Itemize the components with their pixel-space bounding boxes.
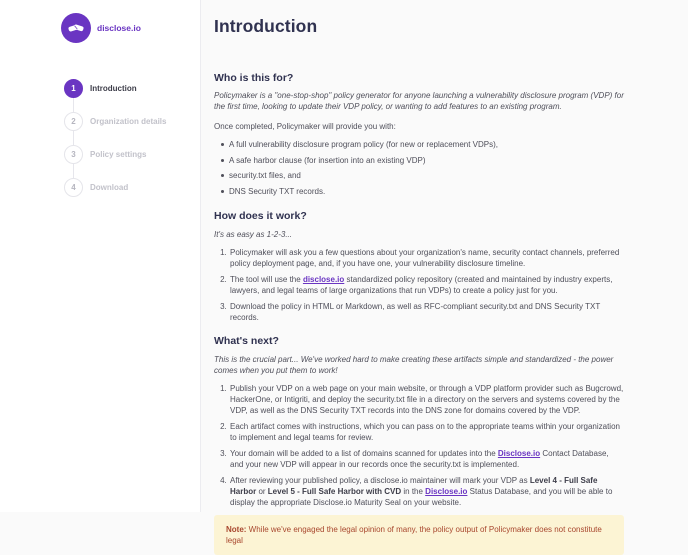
disclose-logo: [61, 13, 91, 43]
step-download[interactable]: [0, 171, 200, 204]
next-item-4-pre: After reviewing your published policy, a disclose.io maintainer will mark your VDP as: [230, 475, 530, 485]
section-heading-next: What's next?: [214, 334, 279, 347]
disclose-io-link[interactable]: Disclose.io: [497, 448, 541, 458]
main-content: [202, 0, 688, 555]
disclose-io-link[interactable]: disclose.io: [302, 274, 345, 284]
next-steps-list: [214, 383, 624, 508]
list-item: A full vulnerability disclosure program policy (for new or replacement VDPs),: [229, 139, 624, 150]
list-item: security.txt files, and: [229, 170, 624, 181]
level-5-label: Level 5 - Full Safe Harbor with CVD: [267, 486, 402, 496]
brand-name: disclose.io: [97, 23, 141, 33]
step-label-organization-details: Organization details: [90, 117, 167, 126]
who-lead-paragraph: Once completed, Policymaker will provide you with:: [214, 122, 396, 131]
list-item: [229, 448, 624, 470]
list-item: DNS Security TXT records.: [229, 186, 624, 197]
step-introduction[interactable]: [0, 72, 200, 105]
section-heading-how: How does it work?: [214, 209, 307, 222]
list-item: [229, 247, 624, 269]
step-circle-4: 4: [64, 178, 83, 197]
deliverables-list: [214, 139, 624, 197]
step-label-policy-settings: Policy settings: [90, 150, 147, 159]
page-title: Introduction: [214, 16, 318, 36]
list-item: [229, 301, 624, 323]
next-item-1-text: Publish your VDP on a web page on your main website, or through a VDP platform provider such as Bugcrowd, HackerOne, or Intigriti, and deploy the security.txt file in a directory on the servers and systems covered by the VDP, as well as the DNS Security TXT records into the DNS zone for domains covered by the VDP.: [230, 383, 624, 415]
step-label-introduction: Introduction: [90, 84, 137, 93]
logo-link[interactable]: [61, 13, 200, 43]
list-item: [229, 383, 624, 416]
sidebar: [0, 0, 201, 512]
step-organization-details[interactable]: [0, 105, 200, 138]
section-heading-who: Who is this for?: [214, 72, 294, 84]
note-prefix: Note:: [226, 524, 247, 534]
list-item: [229, 421, 624, 443]
step-policy-settings[interactable]: [0, 138, 200, 171]
stepper: [0, 72, 200, 204]
next-item-3-post: Contact Database, and your new VDP will appear in our records once the security.txt is implemented.: [230, 448, 609, 469]
list-item: [229, 274, 624, 296]
disclose-io-link[interactable]: Disclose.io: [425, 486, 468, 496]
note-text: While we've engaged the legal opinion of many, the policy output of Policymaker does not constitute legal: [226, 524, 602, 545]
how-item-1-text: Policymaker will ask you a few questions about your organization's name, security contact channels, preferred policy deployment page, and, if you have one, your vulnerability disclosure timeline.: [230, 247, 620, 268]
list-item: A safe harbor clause (for insertion into an existing VDP): [229, 155, 624, 166]
how-intro-paragraph: It's as easy as 1-2-3...: [214, 229, 293, 239]
how-item-2-pre: The tool will use the: [230, 274, 303, 284]
list-item: [229, 475, 624, 508]
next-item-3-pre: Your domain will be added to a list of domains scanned for updates into the: [230, 448, 498, 458]
who-intro-paragraph: Policymaker is a "one-stop-shop" policy generator for anyone launching a vulnerability disclosure program (VDP) for the first time, looking to update their VDP policy, or wanting to add features to an existing program.: [214, 91, 624, 111]
step-circle-2: 2: [64, 112, 83, 131]
next-item-4-post: Status Database, and you will be able to display the appropriate Disclose.io Maturity Seal on your website.: [230, 486, 613, 507]
level-4-label: Level 4 - Full Safe Harbor: [230, 475, 598, 496]
step-circle-3: 3: [64, 145, 83, 164]
how-item-3-text: Download the policy in HTML or Markdown, as well as RFC-compliant security.txt and DNS Security TXT records.: [230, 301, 601, 322]
next-item-4-mid1: or: [256, 486, 268, 496]
next-intro-paragraph: This is the crucial part... We've worked hard to make creating these artifacts simple and standardized - the power comes when you put them to work!: [214, 354, 614, 375]
how-item-2-post: standardized policy repository (created and maintained by industry experts, lawyers, and legal teams of large organizations that run VDPs) to create a policy just for you.: [230, 274, 613, 295]
next-item-4-mid2: in the: [401, 486, 426, 496]
legal-note-box: [214, 515, 624, 555]
step-circle-1: 1: [64, 79, 83, 98]
step-label-download: Download: [90, 183, 129, 192]
handshake-icon: [67, 19, 85, 37]
how-steps-list: [214, 247, 624, 323]
next-item-2-text: Each artifact comes with instructions, which you can pass on to the appropriate teams within your organization to implement and legal teams for review.: [230, 421, 620, 442]
